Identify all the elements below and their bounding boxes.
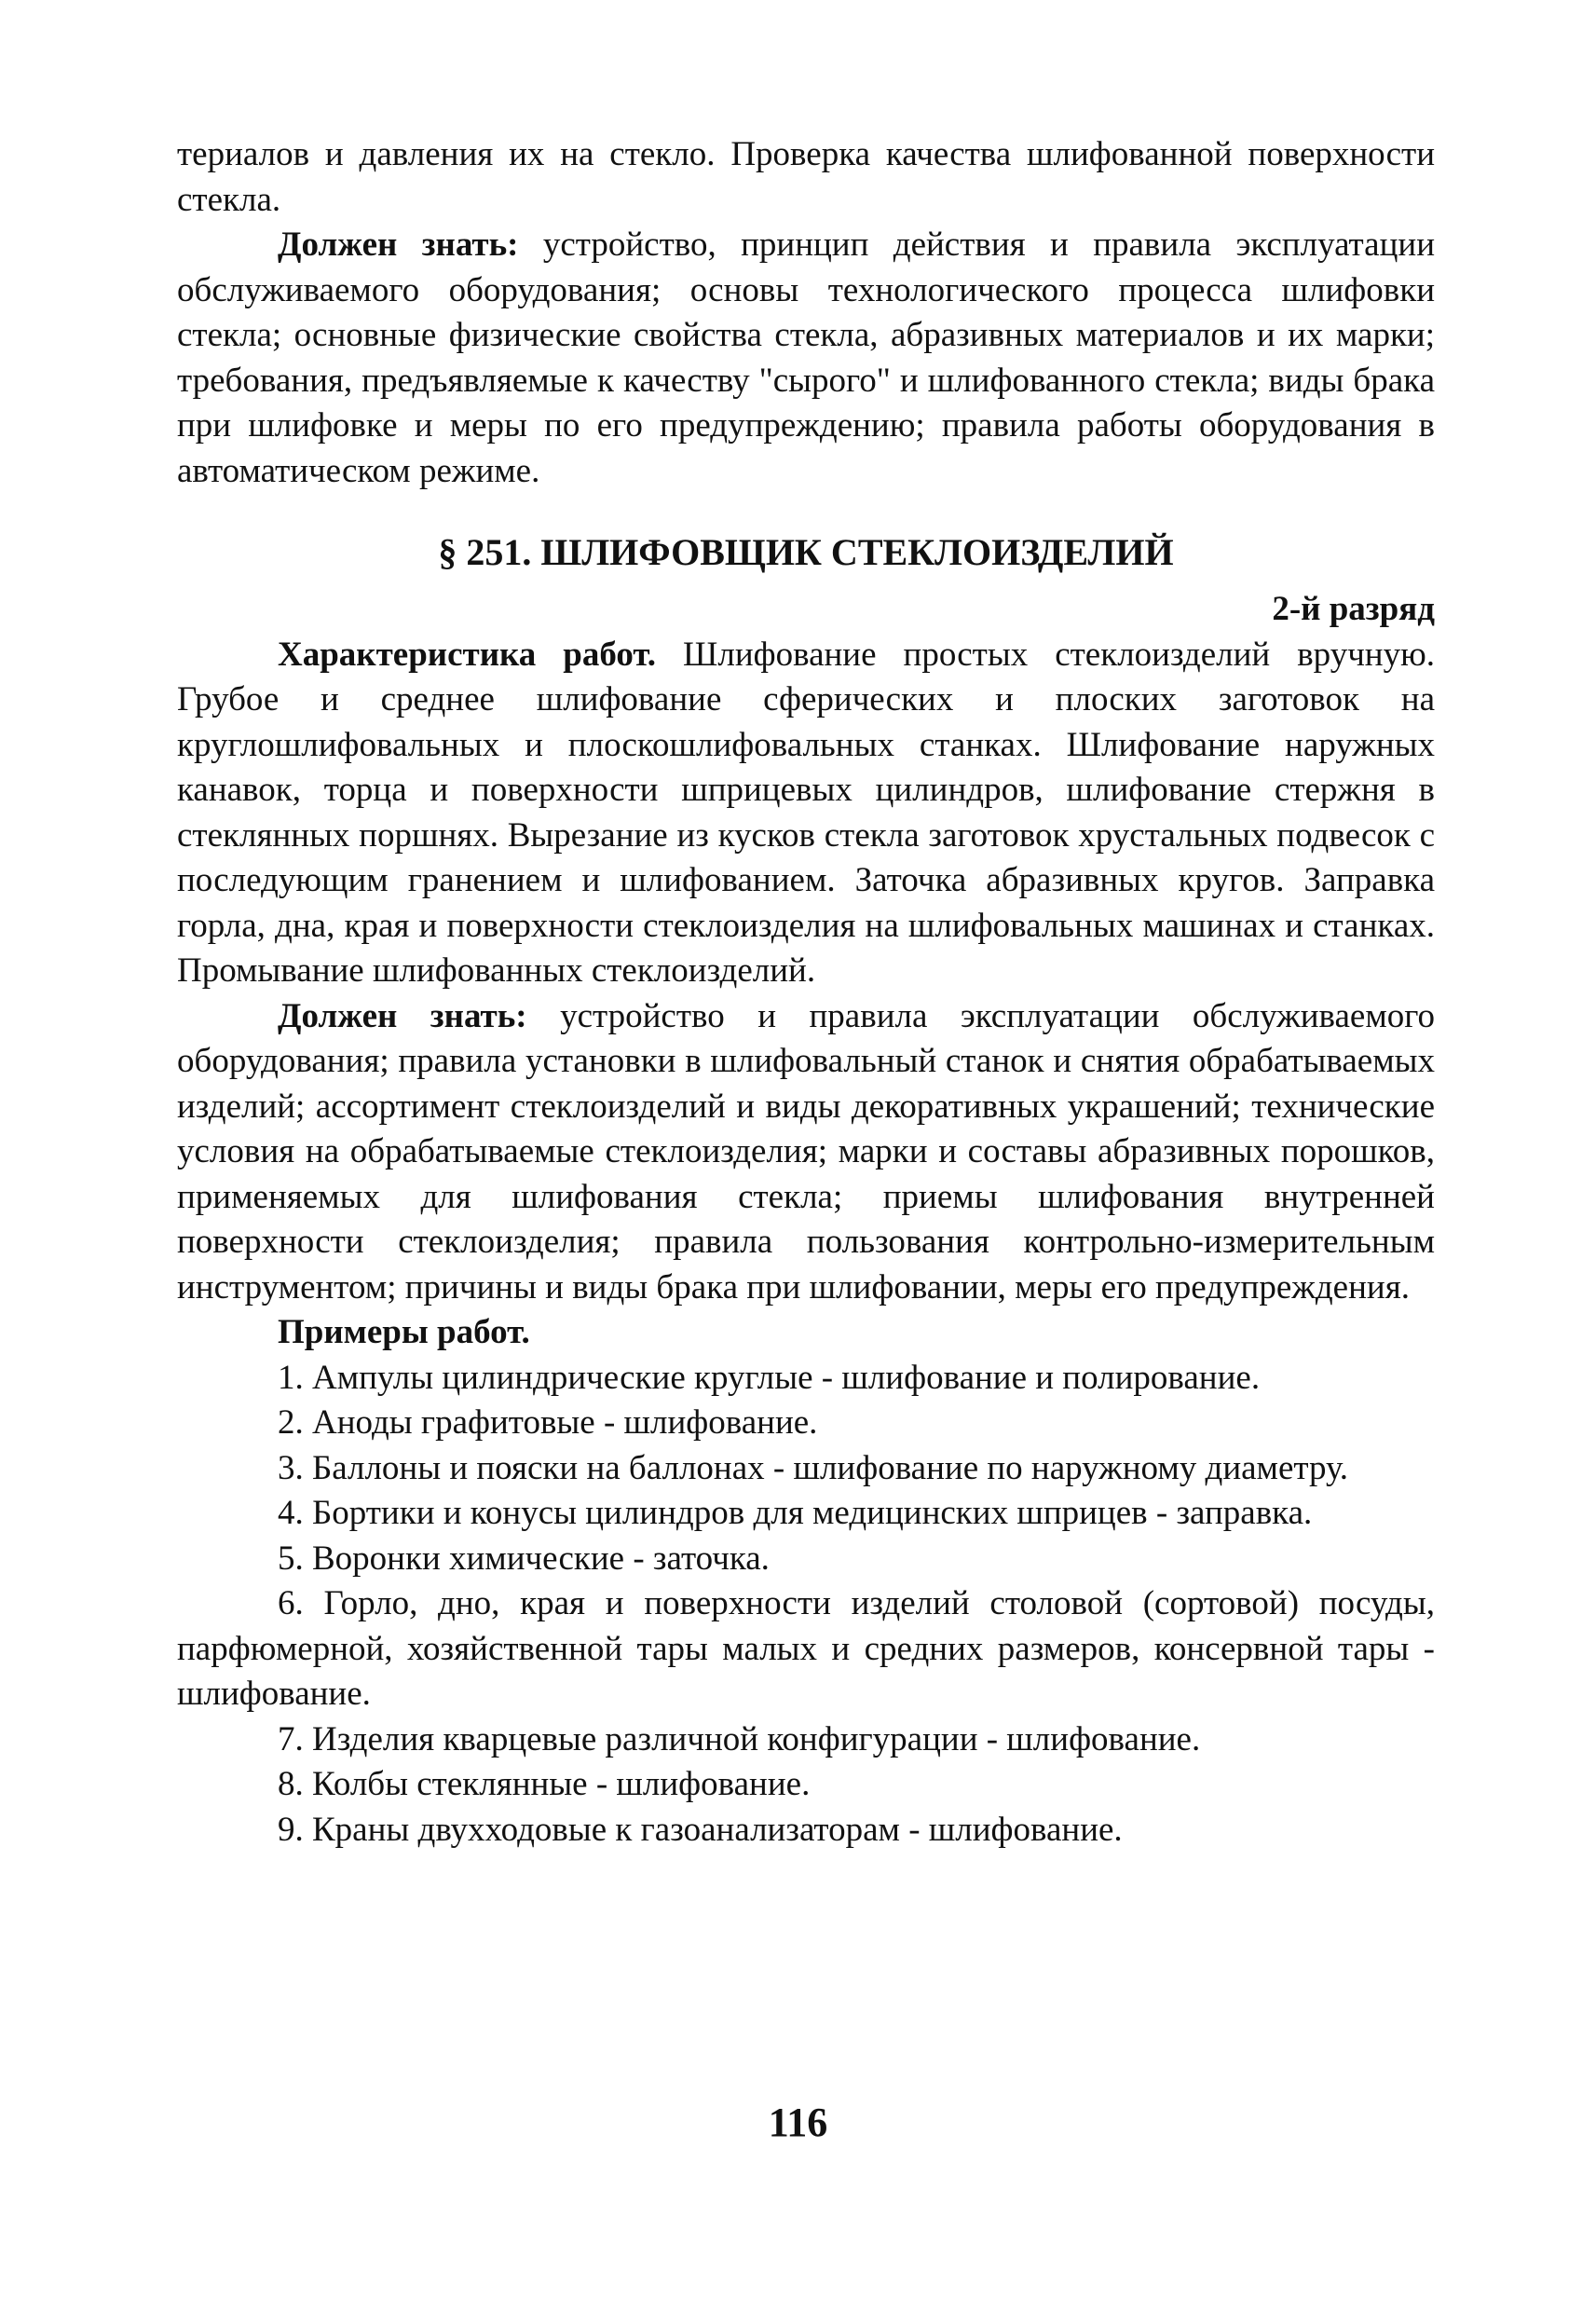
must-know-label: Должен знать: xyxy=(278,996,527,1035)
intro-continuation: териалов и давления их на стекло. Проверка качества шлифованной поверхности стекла. xyxy=(177,135,1435,219)
characteristics-label: Характеристика работ. xyxy=(278,635,657,674)
example-item: 6. Горло, дно, края и поверхности изделий столовой (сортовой) посуды, парфюмерной, хозяйственной тары малых и средних размеров, консервной тары - шлифование. xyxy=(177,1584,1435,1713)
example-item: 5. Воронки химические - заточка. xyxy=(278,1539,770,1578)
grade-label: 2-й разряд xyxy=(1272,590,1435,628)
section-title: § 251. ШЛИФОВЩИК СТЕКЛОИЗДЕЛИЙ xyxy=(438,531,1174,573)
example-item: 4. Бортики и конусы цилиндров для медицинских шприцев - заправка. xyxy=(278,1494,1313,1532)
example-item: 1. Ампулы цилиндрические круглые - шлифование и полирование. xyxy=(278,1358,1261,1397)
intro-must-know-label: Должен знать: xyxy=(278,226,519,264)
example-item: 8. Колбы стеклянные - шлифование. xyxy=(278,1765,811,1803)
characteristics-paragraph xyxy=(177,633,1435,994)
intro-must-know-text: устройство, принцип действия и правила эксплуатации обслуживаемого оборудования; основы технологического процесса шлифовки стекла; основные физические свойства стекла, абразивных материалов и их марки; требования, предъявляемые к качеству "сырого" и шлифованного стекла; виды брака при шлифовке и меры по его предупреждению; правила работы оборудования в автоматическом режиме. xyxy=(177,226,1435,490)
must-know-text: устройство и правила эксплуатации обслуживаемого оборудования; правила установки в шлифовальный станок и снятия обрабатываемых изделий; ассортимент стеклоизделий и виды декоративных украшений; технические условия на обрабатываемые стеклоизделия; марки и составы абразивных порошков, применяемых для шлифования стекла; приемы шлифования внутренней поверхности стеклоизделия; правила пользования контрольно-измерительным инструментом; причины и виды брака при шлифовании, меры его предупреждения. xyxy=(177,996,1435,1306)
example-item: 9. Краны двухходовые к газоанализаторам - шлифование. xyxy=(278,1810,1123,1849)
example-item: 3. Баллоны и пояски на баллонах - шлифование по наружному диаметру. xyxy=(278,1448,1349,1487)
page-number: 116 xyxy=(768,2100,828,2145)
characteristics-text: Шлифование простых стеклоизделий вручную. Грубое и среднее шлифование сферических и плоских заготовок на круглошлифовальных и плоскошлифовальных станках. Шлифование наружных канавок, торца и поверхности шприцевых цилиндров, шлифование стержня в стеклянных поршнях. Вырезание из кусков стекла заготовок хрустальных подвесок с последующим гранением и шлифованием. Заточка абразивных кругов. Заправка горла, дна, края и поверхности стеклоизделия на шлифовальных машинах и станках. Промывание шлифованных стеклоизделий. xyxy=(177,635,1435,990)
example-item: 7. Изделия кварцевые различной конфигурации - шлифование. xyxy=(278,1719,1201,1758)
examples-title: Примеры работ. xyxy=(278,1313,530,1351)
document-page xyxy=(177,132,1435,1853)
intro-must-know-paragraph xyxy=(177,223,1435,494)
must-know-paragraph xyxy=(177,994,1435,1311)
examples-list xyxy=(177,1356,1435,1854)
example-item: 2. Аноды графитовые - шлифование. xyxy=(278,1403,818,1442)
